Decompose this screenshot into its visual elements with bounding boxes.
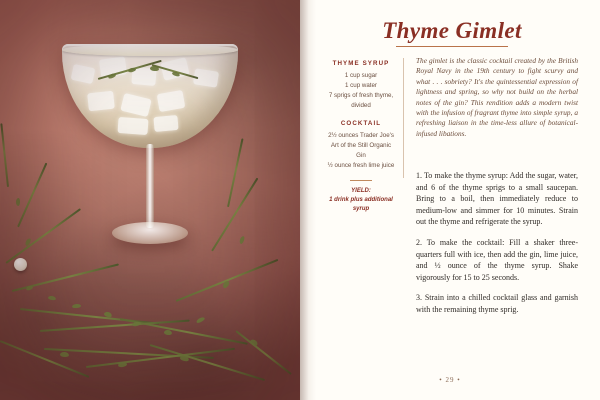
recipe-title: Thyme Gimlet: [382, 18, 522, 43]
ingredient-group-heading: COCKTAIL: [340, 120, 382, 127]
glass-stem: [146, 144, 154, 228]
coupe-cocktail-glass: [62, 44, 238, 274]
intro-block: [416, 56, 578, 139]
ingredient-item: 2½ ounces Trader Joe's Art of the Still Organic Gin: [328, 132, 394, 159]
instruction-step: 2. To make the cocktail: Fill a shaker three-quarters full with ice, then add the gin, lime juice, and ½ ounce of the thyme syrup. Shake vigorously for 15 to 25 seconds.: [416, 237, 578, 282]
page-number: • 29 •: [439, 376, 461, 384]
ingredient-item: ½ ounce fresh lime juice: [327, 162, 395, 169]
thyme-garnish: [98, 60, 202, 106]
column-divider: [403, 58, 404, 178]
yield-text: 1 drink plus additional syrup: [329, 197, 393, 212]
ingredients-divider: [350, 180, 372, 181]
ingredient-item: 7 sprigs of fresh thyme, divided: [328, 92, 394, 109]
glass-foot: [112, 222, 188, 244]
yield-label: YIELD:: [351, 188, 371, 194]
ingredient-item: 1 cup water: [345, 82, 377, 89]
ingredient-item: 1 cup sugar: [344, 72, 378, 79]
recipe-intro: The gimlet is the classic cocktail created by the British Royal Navy in the 19th century to fight scurvy and what . . . sobriety? It's the quintessential expression of lightness and spring, so why not build on the herbal notes of the gin? This rendition adds a modern twist with the infusion of fragrant thyme into simple syrup, a refreshing liaison in the time-less allure of botanical-infused libations.: [416, 56, 578, 138]
recipe-text-page: [300, 0, 600, 400]
ingredient-group-heading: THYME SYRUP: [332, 60, 390, 67]
instructions-list: [416, 170, 578, 325]
instruction-step: 1. To make the thyme syrup: Add the sugar, water, and 6 of the thyme sprigs to a small saucepan. Bring to a boil, then immediately reduce to medium-low and simmer for 10 minutes. Strain out the thyme and refrigerate the syrup.: [416, 171, 578, 227]
title-rule: [396, 46, 508, 47]
glass-rim: [62, 44, 238, 56]
glass-bowl: [62, 44, 238, 148]
spacer: [326, 111, 396, 120]
instruction-step: 3. Strain into a chilled cocktail glass and garnish with the remaining thyme sprig.: [416, 293, 578, 314]
ingredients-list: [326, 60, 396, 214]
white-berry: [14, 258, 27, 271]
